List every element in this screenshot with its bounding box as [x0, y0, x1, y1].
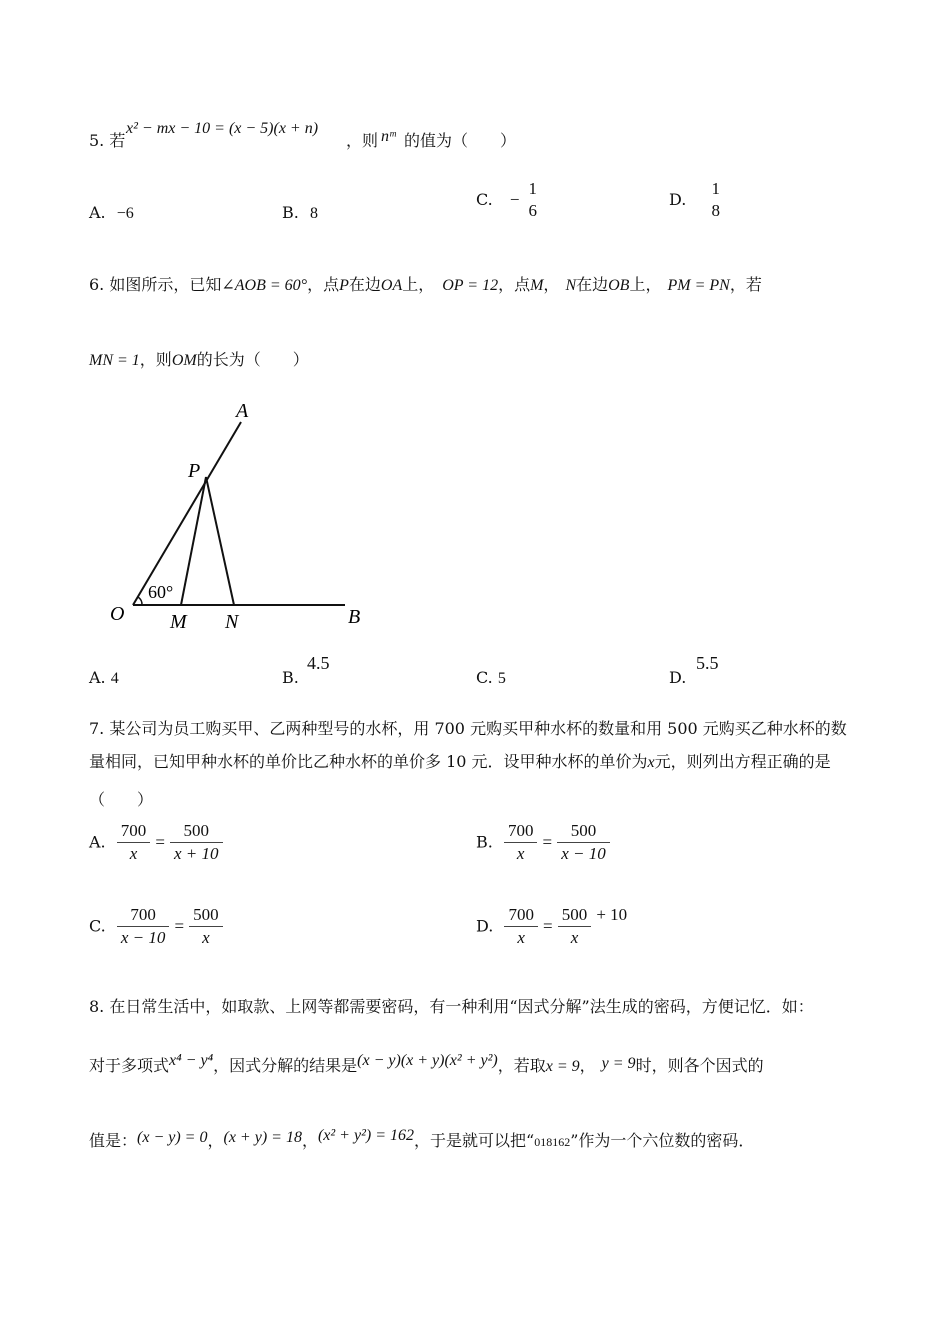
- option-fraction: [525, 178, 542, 222]
- segment-pn: [206, 477, 234, 605]
- q7-text: 量相同，已知甲种水杯的单价比乙种水杯的单价多 10 元．设甲种水杯的单价为: [89, 752, 648, 771]
- q6-text: ，若: [729, 275, 762, 294]
- q7-x: x: [647, 754, 655, 771]
- equals-sign: =: [155, 832, 165, 852]
- q8-text: 对于多项式: [89, 1056, 170, 1075]
- q8-factored: (x − y)(x + y)(x² + y²): [357, 1052, 498, 1069]
- option-sign: −: [509, 190, 520, 209]
- q8-stem-line1: [89, 997, 814, 1017]
- option-label: C.: [89, 916, 106, 936]
- option-value: 8: [309, 205, 318, 222]
- option-value: 5: [497, 670, 506, 687]
- fraction-denominator: x: [202, 928, 210, 947]
- option-label: A.: [89, 832, 106, 852]
- q8-xval: x = 9: [545, 1058, 580, 1075]
- q8-number: 8.: [89, 997, 105, 1016]
- q8-text: ”作为一个六位数的密码．: [570, 1131, 755, 1150]
- q6-text: ，点: [307, 275, 340, 294]
- q7-option-a[interactable]: [89, 820, 223, 865]
- plus-ten: + 10: [596, 904, 628, 924]
- fraction-numerator: 1: [528, 179, 538, 198]
- fraction-left: [117, 820, 151, 865]
- equals-sign: =: [543, 916, 553, 936]
- option-label: C.: [476, 190, 493, 209]
- fraction-numerator: 500: [558, 904, 592, 927]
- fraction-right: [170, 820, 223, 865]
- q6-text: 在边: [576, 275, 609, 294]
- q7-text: 某公司为员工购买甲、乙两种型号的水杯，用 700 元购买甲种水杯的数量和用 500 元购买乙种水杯的数: [109, 719, 847, 738]
- q6-option-d[interactable]: [669, 668, 686, 688]
- fraction-left: [504, 820, 538, 865]
- q6-option-b-value: 4.5: [307, 653, 330, 673]
- q6-pm-pn: PM = PN: [667, 277, 730, 294]
- label-p: P: [188, 460, 201, 482]
- option-label: B.: [282, 203, 299, 222]
- angle-arc: [138, 597, 142, 605]
- q8-text: ，因式分解的结果是: [213, 1056, 358, 1075]
- q8-yval: y = 9: [601, 1055, 636, 1072]
- option-label: D.: [669, 190, 687, 209]
- q5-number: 5.: [89, 131, 105, 150]
- q6-mn: MN = 1: [89, 352, 140, 369]
- q8-stem-line3: [89, 1127, 755, 1152]
- option-value: −6: [116, 205, 134, 222]
- q6-text: 上，: [402, 275, 435, 294]
- option-label: C.: [476, 668, 493, 687]
- option-value: 4: [110, 670, 119, 687]
- q6-number: 6.: [89, 275, 105, 294]
- q8-text: 值是：: [89, 1131, 138, 1150]
- fraction-numerator: 700: [117, 904, 170, 927]
- fraction-right: [558, 904, 592, 949]
- fraction-numerator: 500: [170, 820, 223, 843]
- q8-text: ，于是就可以把“: [414, 1131, 535, 1150]
- q6-om: OM: [171, 352, 197, 369]
- fraction-denominator: x − 10: [561, 844, 606, 863]
- q6-figure: [100, 395, 380, 640]
- fraction-right: [557, 820, 610, 865]
- fraction-numerator: 500: [557, 820, 610, 843]
- q7-stem-line3: （ ）: [89, 790, 154, 809]
- q6-angle: ∠AOB = 60°: [221, 277, 308, 294]
- q5-option-c[interactable]: [476, 178, 541, 222]
- q5-stem: [89, 131, 125, 151]
- q5-option-d[interactable]: [669, 178, 724, 222]
- q8-text: 在日常生活中，如取款、上网等都需要密码，有一种利用“因式分解”法生成的密码，方便记忆．如：: [109, 997, 814, 1016]
- q7-option-c[interactable]: [89, 904, 223, 949]
- fraction-numerator: 700: [117, 820, 151, 843]
- q6-text: ，点: [498, 275, 531, 294]
- q7-option-b[interactable]: [476, 820, 610, 865]
- q8-factor-2: (x + y) = 18: [223, 1129, 302, 1146]
- q6-oa: OA: [380, 277, 403, 294]
- q8-poly: x⁴ − y⁴: [169, 1052, 214, 1069]
- fraction-denominator: x − 10: [120, 928, 166, 947]
- q6-text: 在边: [348, 275, 381, 294]
- q7-option-d[interactable]: [476, 904, 627, 949]
- q6-m: M: [530, 277, 544, 294]
- q8-text: ，: [301, 1131, 318, 1150]
- fraction-left: [504, 904, 538, 949]
- label-b: B: [348, 606, 361, 628]
- equals-sign: =: [174, 916, 185, 936]
- q7-stem-line2: [89, 752, 831, 773]
- q8-code: 018162: [534, 1135, 571, 1149]
- fraction-numerator: 700: [504, 904, 538, 927]
- q5-mid: ，则: [346, 131, 379, 150]
- q8-factor-1: (x − y) = 0: [137, 1129, 208, 1146]
- q8-text: ，: [207, 1131, 224, 1150]
- q6-option-c[interactable]: [476, 668, 506, 689]
- fraction-left: [117, 904, 170, 949]
- fraction-numerator: 500: [189, 904, 223, 927]
- q5-equation: x² − mx − 10 = (x − 5)(x + n): [126, 120, 319, 137]
- option-label: B.: [476, 832, 493, 852]
- q7-number: 7.: [89, 719, 105, 738]
- q8-factor-3: (x² + y²) = 162: [317, 1127, 414, 1144]
- q6-n: N: [565, 277, 577, 294]
- q6-option-d-value: 5.5: [696, 653, 719, 673]
- equals-sign: =: [542, 832, 553, 852]
- q6-stem-line1: [89, 275, 762, 296]
- q7-stem-line1: [89, 719, 847, 739]
- fraction-denominator: x: [129, 844, 138, 863]
- option-label: B.: [282, 668, 299, 687]
- fraction-right: [189, 904, 223, 949]
- q6-p: P: [339, 277, 349, 294]
- angle-label: 60°: [148, 582, 174, 602]
- fraction-denominator: x + 10: [174, 844, 219, 863]
- q6-stem-line2: [89, 350, 309, 371]
- fraction-denominator: 8: [711, 201, 720, 220]
- q5-prefix: 若: [109, 131, 126, 150]
- label-n: N: [225, 611, 239, 633]
- q8-text: 时，则各个因式的: [635, 1056, 764, 1075]
- q6-op: OP = 12: [442, 277, 499, 294]
- option-label: A.: [89, 203, 106, 222]
- q6-text: 的长为（ ）: [196, 350, 309, 369]
- fraction-denominator: 6: [528, 201, 538, 220]
- q8-text: ，若取: [497, 1056, 546, 1075]
- q6-text: ，则: [139, 350, 172, 369]
- q6-option-a[interactable]: [89, 668, 119, 689]
- q6-text: 上，: [629, 275, 662, 294]
- q5-suffix: 的值为（ ）: [404, 131, 517, 150]
- q6-ob: OB: [608, 277, 630, 294]
- option-label: A.: [89, 668, 106, 687]
- label-o: O: [110, 603, 125, 625]
- label-a: A: [236, 400, 249, 422]
- fraction-denominator: x: [570, 928, 579, 947]
- fraction-numerator: 1: [711, 179, 720, 198]
- option-label: D.: [476, 916, 494, 936]
- q6-text: ，: [543, 275, 560, 294]
- option-label: D.: [669, 668, 687, 687]
- q6-option-b[interactable]: [282, 668, 299, 688]
- q5-option-b[interactable]: [282, 203, 318, 224]
- segment-pm: [181, 477, 206, 605]
- option-fraction: [707, 178, 724, 222]
- label-m: M: [170, 611, 187, 633]
- q5-expr: nᵐ: [381, 128, 396, 145]
- q8-stem-line2: [89, 1052, 764, 1077]
- fraction-numerator: 700: [504, 820, 538, 843]
- q8-text: ，: [579, 1056, 596, 1075]
- q5-option-a[interactable]: [89, 203, 134, 224]
- fraction-denominator: x: [517, 928, 525, 947]
- q7-text: 元，则列出方程正确的是: [654, 752, 831, 771]
- q6-text: 如图所示，已知: [109, 275, 222, 294]
- fraction-denominator: x: [516, 844, 525, 863]
